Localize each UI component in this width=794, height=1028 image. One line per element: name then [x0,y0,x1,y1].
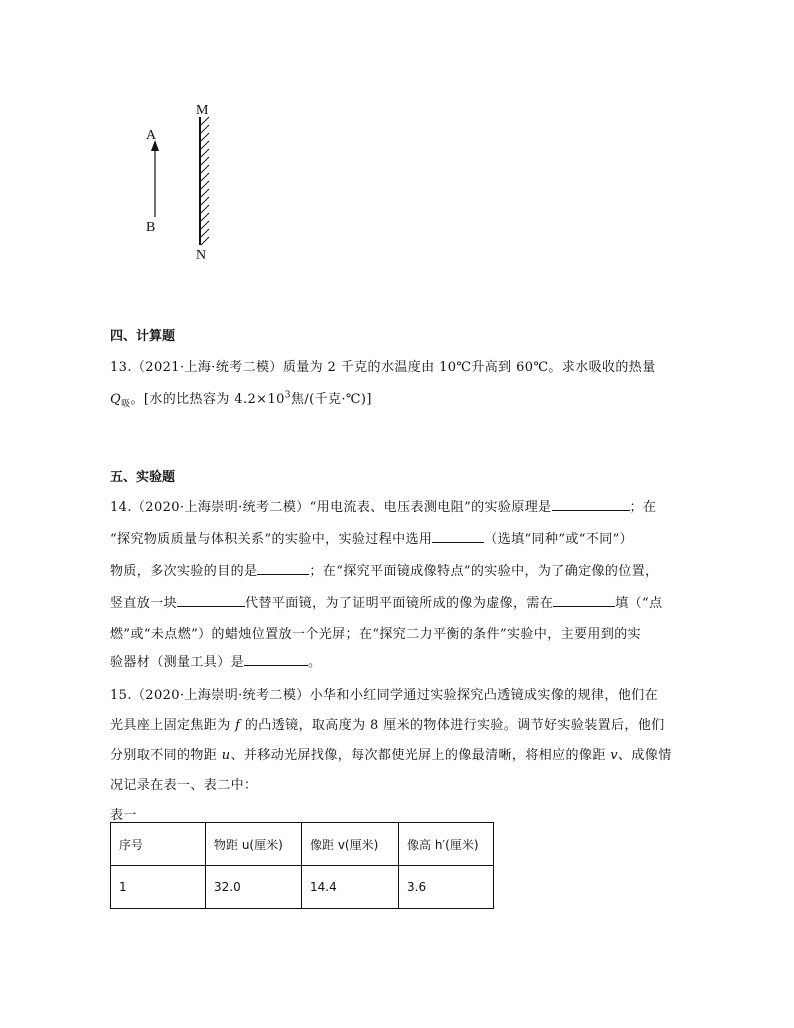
table-cell: 32.0 [206,866,302,909]
q14-l6b: 。 [308,655,322,670]
table-header-cell: 像高 h′(厘米) [399,823,494,866]
q14-line3 [110,560,659,579]
label-n: N [196,248,207,263]
q15-l2a: 光具座上固定焦距为 [110,718,236,733]
q14-l3a: 物质，多次实验的目的是 [110,564,258,579]
q14-blank-plate[interactable] [177,594,245,607]
q13-line1: 13.（2021·上海·统考二模）质量为 2 千克的水温度由 10℃升高到 60℃。求水吸收的热量 [110,360,656,375]
table-cell: 3.6 [399,866,494,909]
q15-line3 [110,744,672,763]
q14-blank-principle[interactable] [552,498,630,511]
q14-l3b: ；在“探究平面镜成像特点”的实验中，为了确定像的位置， [309,564,659,579]
table1-title: 表一 [110,808,137,823]
label-b: B [146,220,156,235]
mirror-figure [120,95,240,265]
table-header-cell: 物距 u(厘米) [206,823,302,866]
table-header-row [111,823,494,866]
q15-line2 [110,714,665,733]
q14-l4b: 代替平面镜，为了证明平面镜所成的像为虚像，需在 [245,596,554,611]
q14-line2 [110,528,633,547]
q13-q-symbol: Q [110,392,122,407]
q14-blank-purpose[interactable] [257,562,309,575]
table-cell: 14.4 [302,866,399,909]
q15-l3c: 、成像情 [618,748,672,763]
table-row [111,866,494,909]
q13-line2-end: 焦/(千克·℃)] [290,392,372,407]
q14-l2b: （选填“同种”或“不同”） [484,532,634,547]
q15-l3b: 、并移动光屏找像，每次都使光屏上的像最清晰，将相应的像距 [230,748,611,763]
q15-line1: 15.（2020·上海崇明·统考二模）小华和小红同学通过实验探究凸透镜成实像的规律，他们在 [110,688,659,703]
q14-l4a: 竖直放一块 [110,596,178,611]
table-header-cell: 序号 [111,823,206,866]
q14-line6 [110,651,321,670]
q14-l1b: ；在 [629,500,657,515]
label-m: M [196,103,209,118]
q14-blank-candle[interactable] [553,594,615,607]
q15-l3a: 分别取不同的物距 [110,748,222,763]
table-cell: 1 [111,866,206,909]
label-a: A [146,128,157,143]
q14-l2a: “探究物质质量与体积关系”的实验中，实验过程中选用 [110,532,433,547]
mirror-hatching [201,117,209,245]
table-header-cell: 像距 v(厘米) [302,823,399,866]
q14-line4 [110,592,662,611]
q14-line5: 燃”或“未点燃”）的蜡烛位置放一个光屏；在“探究二力平衡的条件”实验中，主要用到的实 [110,627,642,642]
q13-line2-rest: 。[水的比热容为 4.2×10 [130,392,285,407]
q14-blank-substance[interactable] [432,530,484,543]
q15-v-symbol: v [610,748,618,763]
q13-exponent: 3 [284,390,291,401]
q15-focal-symbol: f [235,718,241,733]
q15-line4: 况记录在表一、表二中： [110,778,258,793]
mirror-diagram-svg [120,95,240,265]
q14-l6a: 验器材（测量工具）是 [110,655,245,670]
table1 [110,822,494,909]
q14-l1a: 14.（2020·上海崇明·统考二模）“用电流表、电压表测电阻”的实验原理是 [110,500,552,515]
section4-heading: 四、计算题 [110,329,176,344]
q15-u-symbol: u [221,748,231,763]
q14-l4c: 填（“点 [615,596,663,611]
q13-q-subscript: 吸 [121,399,131,410]
q14-blank-instrument[interactable] [244,653,308,666]
q14-line1 [110,496,656,515]
q15-l2b: 的凸透镜，取高度为 8 厘米的物体进行实验。调节好实验装置后，他们 [240,718,665,733]
q13-line2 [110,388,372,410]
section5-heading: 五、实验题 [110,470,176,485]
